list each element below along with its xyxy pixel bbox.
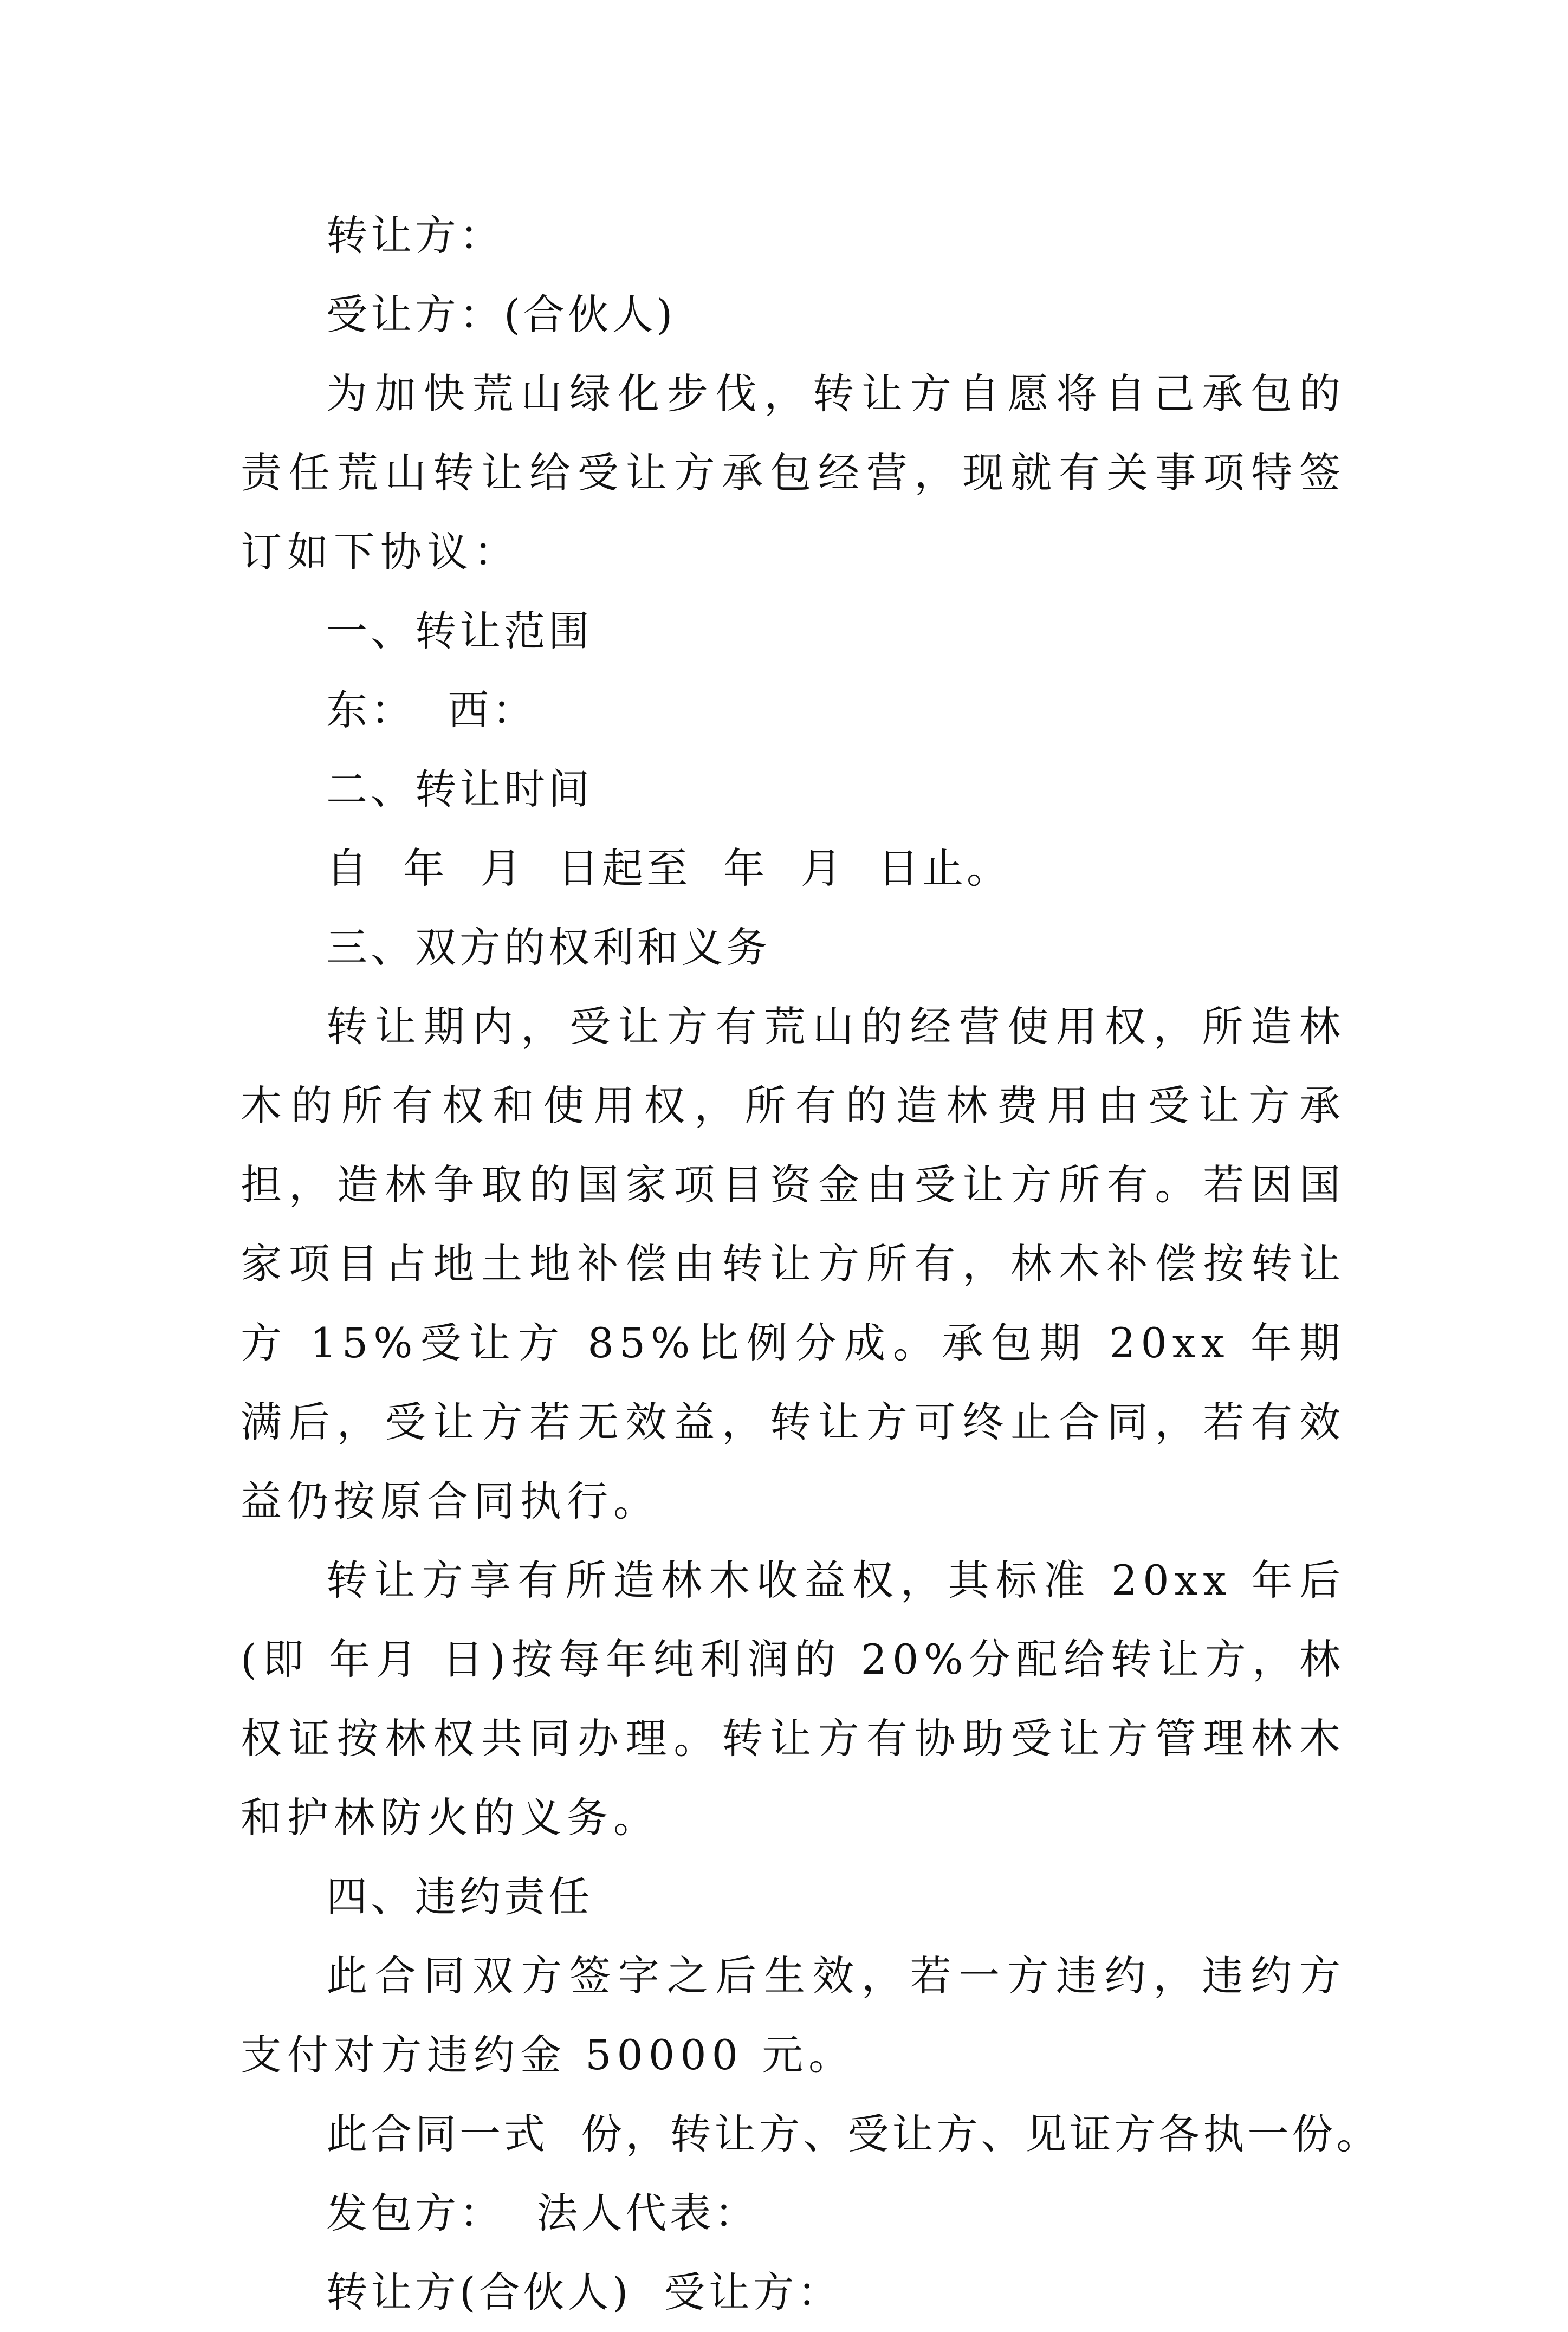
section-3-paragraph-1: 转让期内，受让方有荒山的经营使用权，所造林木的所有权和使用权，所有的造林费用由受让方承担，造林争取的国家项目资金由受让方所有。若因国家项目占地土地补偿由转让方所有，林木补偿按转让方 15%受让方 85%比例分成。承包期 20xx 年期满后，受让方若无效益，转让方可终止合同，若有效益仍按原合同执行。 (241, 1002, 1346, 1525)
section-4-title: 四、违约责任 (326, 1873, 593, 1921)
signature-line-1: 发包方： 法人代表： (326, 2189, 759, 2237)
signature-line-2: 转让方(合伙人) 受让方： (326, 2268, 842, 2316)
transferor-line: 转让方： (326, 211, 504, 260)
copies-line: 此合同一式 份，转让方、受让方、见证方各执一份。 (326, 2110, 1381, 2158)
section-1-body: 东： 西： (326, 686, 537, 734)
document-body (241, 196, 1381, 2332)
section-4-paragraph: 此合同双方签字之后生效，若一方违约，违约方支付对方违约金 50000 元。 (241, 1952, 1346, 2079)
intro-paragraph: 为加快荒山绿化步伐，转让方自愿将自己承包的责任荒山转让给受让方承包经营，现就有关事项特签订如下协议： (241, 370, 1346, 576)
section-2-title: 二、转让时间 (326, 765, 593, 813)
section-1-title: 一、转让范围 (326, 607, 593, 655)
section-3-title: 三、双方的权利和义务 (326, 923, 770, 971)
section-2-body: 自 年 月 日起至 年 月 日止。 (326, 844, 1011, 892)
transferee-line: 受让方：(合伙人) (326, 290, 676, 339)
section-3-paragraph-2: 转让方享有所造林木收益权，其标准 20xx 年后(即 年月 日)按每年纯利润的 20%分配给转让方，林权证按林权共同办理。转让方有协助受让方管理林木和护林防火的义务。 (241, 1556, 1346, 1842)
